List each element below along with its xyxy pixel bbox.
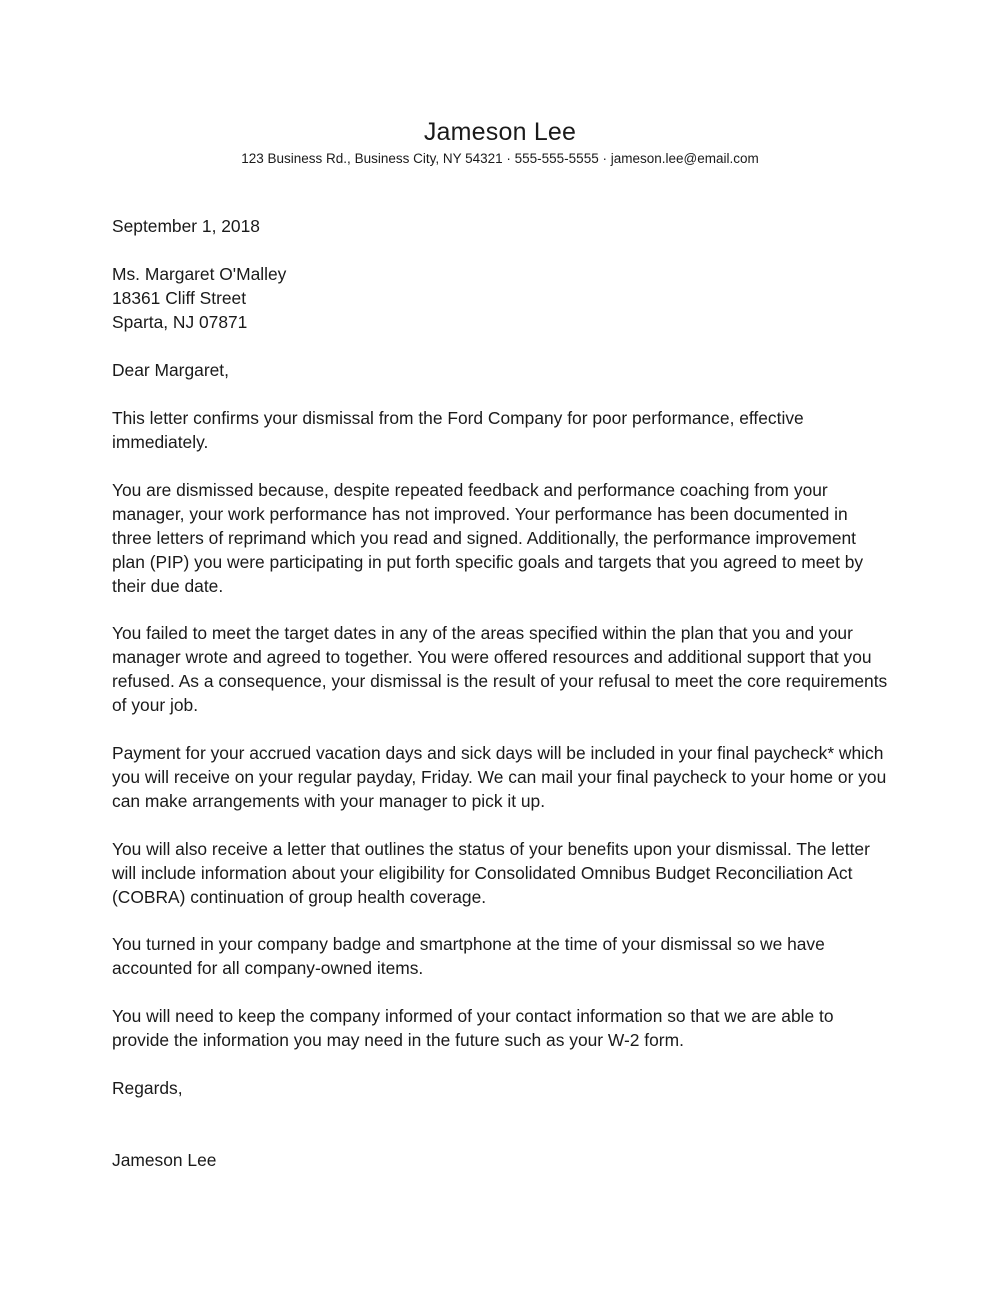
recipient-address: [112, 262, 892, 334]
sender-name: Jameson Lee: [423, 118, 577, 146]
body-paragraph: You are dismissed because, despite repeated feedback and performance coaching from your manager, your work performance has not improved. Your performance has been documented in three letters of reprimand which you read and signed. Additionally, the performance improvement plan (PIP) you were participating in put forth specific goals and targets that you agreed to meet by their due date.: [112, 480, 864, 596]
body-paragraph: You will need to keep the company informed of your contact information so that we are able to provide the information you may need in the future such as your W-2 form.: [112, 1006, 834, 1050]
recipient-street: 18361 Cliff Street: [112, 288, 247, 308]
letter-date: September 1, 2018: [112, 216, 260, 236]
salutation: Dear Margaret,: [112, 360, 229, 380]
letterhead: [0, 116, 1000, 168]
body-paragraph: You failed to meet the target dates in any of the areas specified within the plan that you and your manager wrote and agreed to together. You were offered resources and additional support that you refused. As a consequence, your dismissal is the result of your refusal to meet the core requirements of your job.: [112, 623, 888, 715]
body-paragraph: Payment for your accrued vacation days and sick days will be included in your final paycheck* which you will receive on your regular payday, Friday. We can mail your final paycheck to your home or you can make arrangements with your manager to pick it up.: [112, 743, 887, 811]
recipient-name: Ms. Margaret O'Malley: [112, 264, 287, 284]
closing: Regards,: [112, 1078, 183, 1098]
body-paragraph: You turned in your company badge and smartphone at the time of your dismissal so we have accounted for all company-owned items.: [112, 934, 825, 978]
sender-contact-line: 123 Business Rd., Business City, NY 54321 · 555-555-5555 · jameson.lee@email.com: [241, 151, 759, 166]
recipient-city: Sparta, NJ 07871: [112, 312, 248, 332]
signature-name: Jameson Lee: [112, 1150, 217, 1170]
body-paragraph: This letter confirms your dismissal from the Ford Company for poor performance, effective immediately.: [112, 408, 804, 452]
body-paragraph: You will also receive a letter that outlines the status of your benefits upon your dismissal. The letter will include information about your eligibility for Consolidated Omnibus Budget Reconciliation Act (COBRA) continuation of group health coverage.: [112, 839, 870, 907]
